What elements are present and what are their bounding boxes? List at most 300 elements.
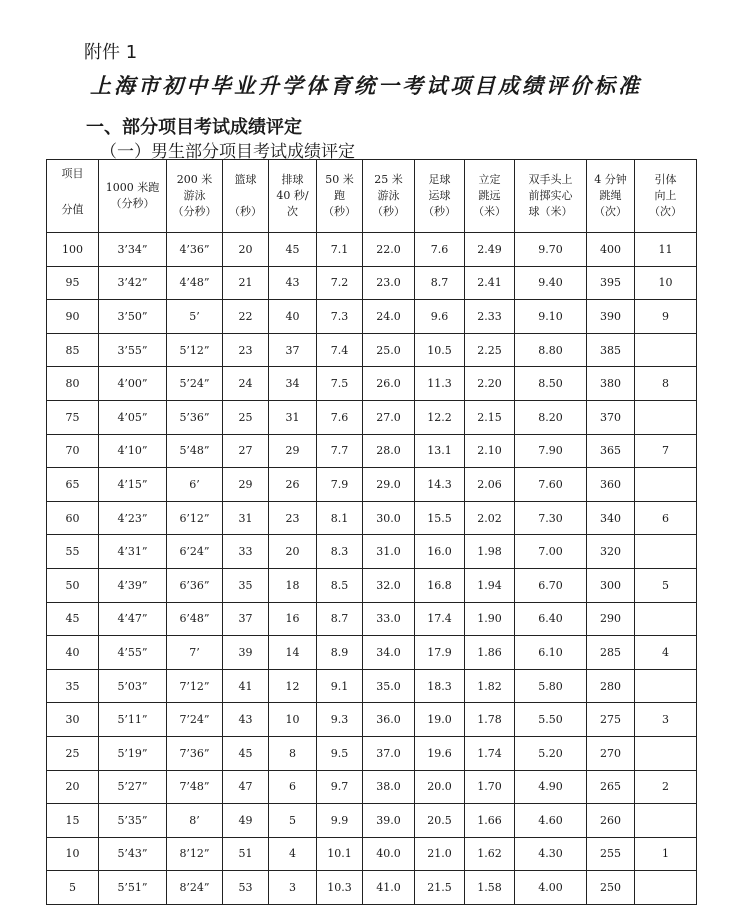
score-cell: 30 bbox=[47, 703, 99, 737]
value-cell: 10.5 bbox=[415, 333, 465, 367]
value-cell: 6.10 bbox=[515, 636, 587, 670]
score-cell: 90 bbox=[47, 300, 99, 334]
table-row bbox=[47, 434, 697, 468]
value-cell: 31 bbox=[223, 501, 269, 535]
value-cell: 12 bbox=[269, 669, 317, 703]
score-cell: 10 bbox=[47, 837, 99, 871]
value-cell bbox=[635, 736, 697, 770]
value-cell: 1 bbox=[635, 837, 697, 871]
column-header-line: 排球 bbox=[281, 173, 304, 186]
value-cell: 9.5 bbox=[317, 736, 363, 770]
value-cell: 10 bbox=[635, 266, 697, 300]
column-header-line: 跳远 bbox=[478, 189, 501, 202]
value-cell: 14.3 bbox=[415, 468, 465, 502]
value-cell: 6’24” bbox=[167, 535, 223, 569]
value-cell: 6’48” bbox=[167, 602, 223, 636]
value-cell: 17.9 bbox=[415, 636, 465, 670]
table-row bbox=[47, 602, 697, 636]
value-cell bbox=[635, 669, 697, 703]
value-cell: 40 bbox=[269, 300, 317, 334]
column-header-line: （次） bbox=[649, 205, 682, 218]
value-cell: 2.49 bbox=[465, 233, 515, 267]
value-cell: 7.6 bbox=[317, 400, 363, 434]
value-cell: 2.33 bbox=[465, 300, 515, 334]
value-cell: 9.3 bbox=[317, 703, 363, 737]
value-cell: 395 bbox=[587, 266, 635, 300]
value-cell: 12.2 bbox=[415, 400, 465, 434]
column-header-line: 跑 bbox=[334, 189, 345, 202]
value-cell: 2.10 bbox=[465, 434, 515, 468]
value-cell: 3’34” bbox=[99, 233, 167, 267]
column-header-line: 1000 米跑 bbox=[105, 181, 160, 194]
value-cell: 8.80 bbox=[515, 333, 587, 367]
value-cell: 5’27” bbox=[99, 770, 167, 804]
score-cell: 100 bbox=[47, 233, 99, 267]
column-header-line: 引体 bbox=[654, 173, 677, 186]
value-cell: 7.90 bbox=[515, 434, 587, 468]
column-header bbox=[415, 160, 465, 233]
value-cell: 6 bbox=[635, 501, 697, 535]
value-cell: 5’11” bbox=[99, 703, 167, 737]
value-cell: 1.66 bbox=[465, 804, 515, 838]
value-cell bbox=[635, 333, 697, 367]
value-cell: 1.94 bbox=[465, 568, 515, 602]
value-cell: 280 bbox=[587, 669, 635, 703]
value-cell: 5’12” bbox=[167, 333, 223, 367]
subsection-heading: （一）男生部分项目考试成绩评定 bbox=[100, 142, 355, 162]
value-cell: 49 bbox=[223, 804, 269, 838]
value-cell: 16.8 bbox=[415, 568, 465, 602]
value-cell: 45 bbox=[269, 233, 317, 267]
value-cell: 8.1 bbox=[317, 501, 363, 535]
value-cell: 9.70 bbox=[515, 233, 587, 267]
value-cell: 20.0 bbox=[415, 770, 465, 804]
value-cell: 4’05” bbox=[99, 400, 167, 434]
value-cell: 4.60 bbox=[515, 804, 587, 838]
value-cell: 1.74 bbox=[465, 736, 515, 770]
value-cell: 5’03” bbox=[99, 669, 167, 703]
column-header bbox=[317, 160, 363, 233]
value-cell: 5’48” bbox=[167, 434, 223, 468]
value-cell: 25 bbox=[223, 400, 269, 434]
column-header bbox=[587, 160, 635, 233]
column-header-line: （分秒） bbox=[110, 197, 155, 210]
value-cell: 5’19” bbox=[99, 736, 167, 770]
value-cell: 3’55” bbox=[99, 333, 167, 367]
value-cell: 11 bbox=[635, 233, 697, 267]
column-header-line: 篮球 bbox=[234, 173, 257, 186]
value-cell: 290 bbox=[587, 602, 635, 636]
column-header-line: 向上 bbox=[654, 189, 677, 202]
value-cell: 30.0 bbox=[363, 501, 415, 535]
value-cell: 9 bbox=[635, 300, 697, 334]
value-cell: 1.58 bbox=[465, 871, 515, 905]
score-cell: 70 bbox=[47, 434, 99, 468]
value-cell: 7.60 bbox=[515, 468, 587, 502]
value-cell: 9.10 bbox=[515, 300, 587, 334]
value-cell: 41.0 bbox=[363, 871, 415, 905]
value-cell: 29 bbox=[269, 434, 317, 468]
value-cell: 34 bbox=[269, 367, 317, 401]
value-cell: 31.0 bbox=[363, 535, 415, 569]
score-cell: 80 bbox=[47, 367, 99, 401]
value-cell: 385 bbox=[587, 333, 635, 367]
header-corner bbox=[47, 160, 99, 233]
value-cell: 2.06 bbox=[465, 468, 515, 502]
value-cell: 7.30 bbox=[515, 501, 587, 535]
value-cell: 33 bbox=[223, 535, 269, 569]
value-cell: 21.5 bbox=[415, 871, 465, 905]
value-cell: 7.9 bbox=[317, 468, 363, 502]
value-cell: 8 bbox=[635, 367, 697, 401]
score-cell: 40 bbox=[47, 636, 99, 670]
section-heading: 一、部分项目考试成绩评定 bbox=[86, 117, 302, 138]
value-cell: 11.3 bbox=[415, 367, 465, 401]
header-corner-score: 分值 bbox=[61, 203, 84, 216]
value-cell: 6.40 bbox=[515, 602, 587, 636]
value-cell: 45 bbox=[223, 736, 269, 770]
value-cell: 7’36” bbox=[167, 736, 223, 770]
value-cell: 340 bbox=[587, 501, 635, 535]
value-cell: 8.5 bbox=[317, 568, 363, 602]
score-table bbox=[46, 159, 697, 905]
value-cell: 21 bbox=[223, 266, 269, 300]
value-cell: 2.20 bbox=[465, 367, 515, 401]
value-cell: 2.15 bbox=[465, 400, 515, 434]
value-cell: 5.20 bbox=[515, 736, 587, 770]
value-cell: 1.98 bbox=[465, 535, 515, 569]
table-row bbox=[47, 501, 697, 535]
value-cell: 26.0 bbox=[363, 367, 415, 401]
column-header-line: （秒） bbox=[372, 205, 405, 218]
value-cell: 26 bbox=[269, 468, 317, 502]
column-header-line bbox=[223, 188, 268, 204]
table-row bbox=[47, 568, 697, 602]
value-cell: 27 bbox=[223, 434, 269, 468]
value-cell: 275 bbox=[587, 703, 635, 737]
value-cell: 4 bbox=[635, 636, 697, 670]
value-cell: 6’ bbox=[167, 468, 223, 502]
value-cell: 23.0 bbox=[363, 266, 415, 300]
value-cell: 37 bbox=[269, 333, 317, 367]
value-cell: 7.3 bbox=[317, 300, 363, 334]
score-cell: 75 bbox=[47, 400, 99, 434]
value-cell: 51 bbox=[223, 837, 269, 871]
score-cell: 20 bbox=[47, 770, 99, 804]
value-cell: 18.3 bbox=[415, 669, 465, 703]
value-cell: 3’50” bbox=[99, 300, 167, 334]
value-cell: 13.1 bbox=[415, 434, 465, 468]
table-row bbox=[47, 770, 697, 804]
value-cell: 18 bbox=[269, 568, 317, 602]
value-cell: 6’12” bbox=[167, 501, 223, 535]
value-cell: 15.5 bbox=[415, 501, 465, 535]
value-cell: 7.6 bbox=[415, 233, 465, 267]
value-cell: 4’15” bbox=[99, 468, 167, 502]
value-cell: 8.7 bbox=[415, 266, 465, 300]
score-cell: 5 bbox=[47, 871, 99, 905]
table-row bbox=[47, 736, 697, 770]
value-cell: 7.2 bbox=[317, 266, 363, 300]
value-cell: 3 bbox=[269, 871, 317, 905]
value-cell: 4’10” bbox=[99, 434, 167, 468]
document-title: 上海市初中毕业升学体育统一考试项目成绩评价标准 bbox=[90, 73, 642, 98]
column-header-line: （秒） bbox=[423, 205, 456, 218]
value-cell: 250 bbox=[587, 871, 635, 905]
value-cell: 10.3 bbox=[317, 871, 363, 905]
column-header-line: （次） bbox=[594, 205, 627, 218]
value-cell: 4’00” bbox=[99, 367, 167, 401]
value-cell: 10 bbox=[269, 703, 317, 737]
column-header-line: 跳绳 bbox=[599, 189, 622, 202]
column-header-line: 次 bbox=[287, 205, 298, 218]
table-row bbox=[47, 400, 697, 434]
value-cell: 8.3 bbox=[317, 535, 363, 569]
value-cell: 300 bbox=[587, 568, 635, 602]
value-cell: 39.0 bbox=[363, 804, 415, 838]
value-cell: 4 bbox=[269, 837, 317, 871]
column-header-line: （米） bbox=[473, 205, 506, 218]
value-cell: 27.0 bbox=[363, 400, 415, 434]
value-cell: 22.0 bbox=[363, 233, 415, 267]
value-cell: 1.70 bbox=[465, 770, 515, 804]
value-cell: 6’36” bbox=[167, 568, 223, 602]
value-cell: 19.6 bbox=[415, 736, 465, 770]
value-cell: 2 bbox=[635, 770, 697, 804]
column-header-line: （分秒） bbox=[172, 205, 217, 218]
table-row bbox=[47, 266, 697, 300]
value-cell: 1.78 bbox=[465, 703, 515, 737]
value-cell: 7.1 bbox=[317, 233, 363, 267]
value-cell: 20.5 bbox=[415, 804, 465, 838]
value-cell: 8.50 bbox=[515, 367, 587, 401]
score-cell: 95 bbox=[47, 266, 99, 300]
column-header bbox=[223, 160, 269, 233]
score-cell: 35 bbox=[47, 669, 99, 703]
column-header bbox=[465, 160, 515, 233]
value-cell: 23 bbox=[269, 501, 317, 535]
value-cell: 20 bbox=[269, 535, 317, 569]
column-header-line: 足球 bbox=[428, 173, 451, 186]
value-cell: 39 bbox=[223, 636, 269, 670]
column-header bbox=[269, 160, 317, 233]
value-cell: 5.80 bbox=[515, 669, 587, 703]
value-cell: 24.0 bbox=[363, 300, 415, 334]
value-cell: 2.02 bbox=[465, 501, 515, 535]
column-header-line: 200 米 bbox=[176, 173, 213, 186]
value-cell: 4’48” bbox=[167, 266, 223, 300]
score-cell: 15 bbox=[47, 804, 99, 838]
table-row bbox=[47, 535, 697, 569]
value-cell: 5 bbox=[635, 568, 697, 602]
value-cell: 14 bbox=[269, 636, 317, 670]
column-header-line: 运球 bbox=[428, 189, 451, 202]
value-cell: 7.00 bbox=[515, 535, 587, 569]
value-cell: 25.0 bbox=[363, 333, 415, 367]
column-header bbox=[167, 160, 223, 233]
value-cell: 17.4 bbox=[415, 602, 465, 636]
value-cell: 4’47” bbox=[99, 602, 167, 636]
column-header-line: （秒） bbox=[323, 205, 356, 218]
table-row bbox=[47, 871, 697, 905]
value-cell: 360 bbox=[587, 468, 635, 502]
score-cell: 45 bbox=[47, 602, 99, 636]
table-header-row bbox=[47, 160, 697, 233]
value-cell bbox=[635, 871, 697, 905]
table-row bbox=[47, 837, 697, 871]
value-cell: 5’24” bbox=[167, 367, 223, 401]
value-cell: 34.0 bbox=[363, 636, 415, 670]
value-cell: 320 bbox=[587, 535, 635, 569]
value-cell bbox=[635, 468, 697, 502]
value-cell: 9.6 bbox=[415, 300, 465, 334]
value-cell: 255 bbox=[587, 837, 635, 871]
column-header-line: 4 分钟 bbox=[594, 173, 627, 186]
value-cell: 5’ bbox=[167, 300, 223, 334]
value-cell: 380 bbox=[587, 367, 635, 401]
score-cell: 85 bbox=[47, 333, 99, 367]
value-cell: 37 bbox=[223, 602, 269, 636]
value-cell: 35.0 bbox=[363, 669, 415, 703]
value-cell: 7.7 bbox=[317, 434, 363, 468]
table-row bbox=[47, 300, 697, 334]
value-cell: 5’51” bbox=[99, 871, 167, 905]
value-cell: 8’24” bbox=[167, 871, 223, 905]
value-cell: 5’36” bbox=[167, 400, 223, 434]
value-cell: 21.0 bbox=[415, 837, 465, 871]
annex-label: 附件 1 bbox=[84, 42, 138, 63]
value-cell: 5.50 bbox=[515, 703, 587, 737]
header-corner-item: 项目 bbox=[61, 167, 84, 180]
value-cell: 24 bbox=[223, 367, 269, 401]
value-cell: 22 bbox=[223, 300, 269, 334]
value-cell: 16.0 bbox=[415, 535, 465, 569]
value-cell: 270 bbox=[587, 736, 635, 770]
value-cell: 8.9 bbox=[317, 636, 363, 670]
value-cell: 8.7 bbox=[317, 602, 363, 636]
table-row bbox=[47, 367, 697, 401]
value-cell: 10.1 bbox=[317, 837, 363, 871]
value-cell: 20 bbox=[223, 233, 269, 267]
value-cell: 7’48” bbox=[167, 770, 223, 804]
value-cell: 16 bbox=[269, 602, 317, 636]
table-row bbox=[47, 233, 697, 267]
value-cell: 5’35” bbox=[99, 804, 167, 838]
value-cell: 9.40 bbox=[515, 266, 587, 300]
value-cell: 29.0 bbox=[363, 468, 415, 502]
value-cell bbox=[635, 804, 697, 838]
value-cell: 4’55” bbox=[99, 636, 167, 670]
value-cell: 9.1 bbox=[317, 669, 363, 703]
value-cell: 40.0 bbox=[363, 837, 415, 871]
value-cell: 2.25 bbox=[465, 333, 515, 367]
value-cell: 4’31” bbox=[99, 535, 167, 569]
column-header-line: 25 米 bbox=[374, 173, 403, 186]
table-row bbox=[47, 468, 697, 502]
table-row bbox=[47, 703, 697, 737]
table-row bbox=[47, 636, 697, 670]
column-header bbox=[363, 160, 415, 233]
value-cell: 6 bbox=[269, 770, 317, 804]
value-cell: 7’ bbox=[167, 636, 223, 670]
column-header-line: 游泳 bbox=[183, 189, 206, 202]
value-cell: 23 bbox=[223, 333, 269, 367]
value-cell: 3’42” bbox=[99, 266, 167, 300]
column-header-line: 立定 bbox=[478, 173, 501, 186]
column-header-line: 50 米 bbox=[325, 173, 354, 186]
value-cell: 5’43” bbox=[99, 837, 167, 871]
value-cell: 43 bbox=[269, 266, 317, 300]
value-cell: 4.30 bbox=[515, 837, 587, 871]
value-cell: 265 bbox=[587, 770, 635, 804]
value-cell bbox=[635, 400, 697, 434]
value-cell: 285 bbox=[587, 636, 635, 670]
value-cell: 390 bbox=[587, 300, 635, 334]
value-cell: 9.7 bbox=[317, 770, 363, 804]
value-cell: 31 bbox=[269, 400, 317, 434]
column-header-line: 球（米） bbox=[528, 205, 573, 218]
value-cell: 28.0 bbox=[363, 434, 415, 468]
column-header bbox=[99, 160, 167, 233]
value-cell: 35 bbox=[223, 568, 269, 602]
value-cell: 4’36” bbox=[167, 233, 223, 267]
value-cell: 260 bbox=[587, 804, 635, 838]
column-header bbox=[515, 160, 587, 233]
value-cell: 33.0 bbox=[363, 602, 415, 636]
value-cell: 4.00 bbox=[515, 871, 587, 905]
column-header-line: 40 秒/ bbox=[276, 189, 309, 202]
value-cell bbox=[635, 602, 697, 636]
value-cell: 4’23” bbox=[99, 501, 167, 535]
value-cell: 6.70 bbox=[515, 568, 587, 602]
value-cell: 9.9 bbox=[317, 804, 363, 838]
score-cell: 25 bbox=[47, 736, 99, 770]
value-cell: 1.82 bbox=[465, 669, 515, 703]
value-cell: 8’12” bbox=[167, 837, 223, 871]
value-cell: 4.90 bbox=[515, 770, 587, 804]
value-cell: 400 bbox=[587, 233, 635, 267]
value-cell: 1.62 bbox=[465, 837, 515, 871]
value-cell: 370 bbox=[587, 400, 635, 434]
value-cell: 37.0 bbox=[363, 736, 415, 770]
column-header bbox=[635, 160, 697, 233]
value-cell: 8 bbox=[269, 736, 317, 770]
value-cell: 4’39” bbox=[99, 568, 167, 602]
value-cell: 32.0 bbox=[363, 568, 415, 602]
score-cell: 60 bbox=[47, 501, 99, 535]
value-cell: 19.0 bbox=[415, 703, 465, 737]
value-cell: 8’ bbox=[167, 804, 223, 838]
value-cell: 1.86 bbox=[465, 636, 515, 670]
value-cell: 7’24” bbox=[167, 703, 223, 737]
value-cell: 7.4 bbox=[317, 333, 363, 367]
value-cell: 2.41 bbox=[465, 266, 515, 300]
table-row bbox=[47, 333, 697, 367]
value-cell: 38.0 bbox=[363, 770, 415, 804]
table-row bbox=[47, 669, 697, 703]
value-cell: 1.90 bbox=[465, 602, 515, 636]
value-cell: 8.20 bbox=[515, 400, 587, 434]
column-header-line: 游泳 bbox=[377, 189, 400, 202]
value-cell: 53 bbox=[223, 871, 269, 905]
column-header-line: （秒） bbox=[229, 205, 262, 218]
score-cell: 55 bbox=[47, 535, 99, 569]
value-cell: 29 bbox=[223, 468, 269, 502]
table-row bbox=[47, 804, 697, 838]
value-cell: 365 bbox=[587, 434, 635, 468]
score-cell: 65 bbox=[47, 468, 99, 502]
column-header-line: 前掷实心 bbox=[528, 189, 573, 202]
